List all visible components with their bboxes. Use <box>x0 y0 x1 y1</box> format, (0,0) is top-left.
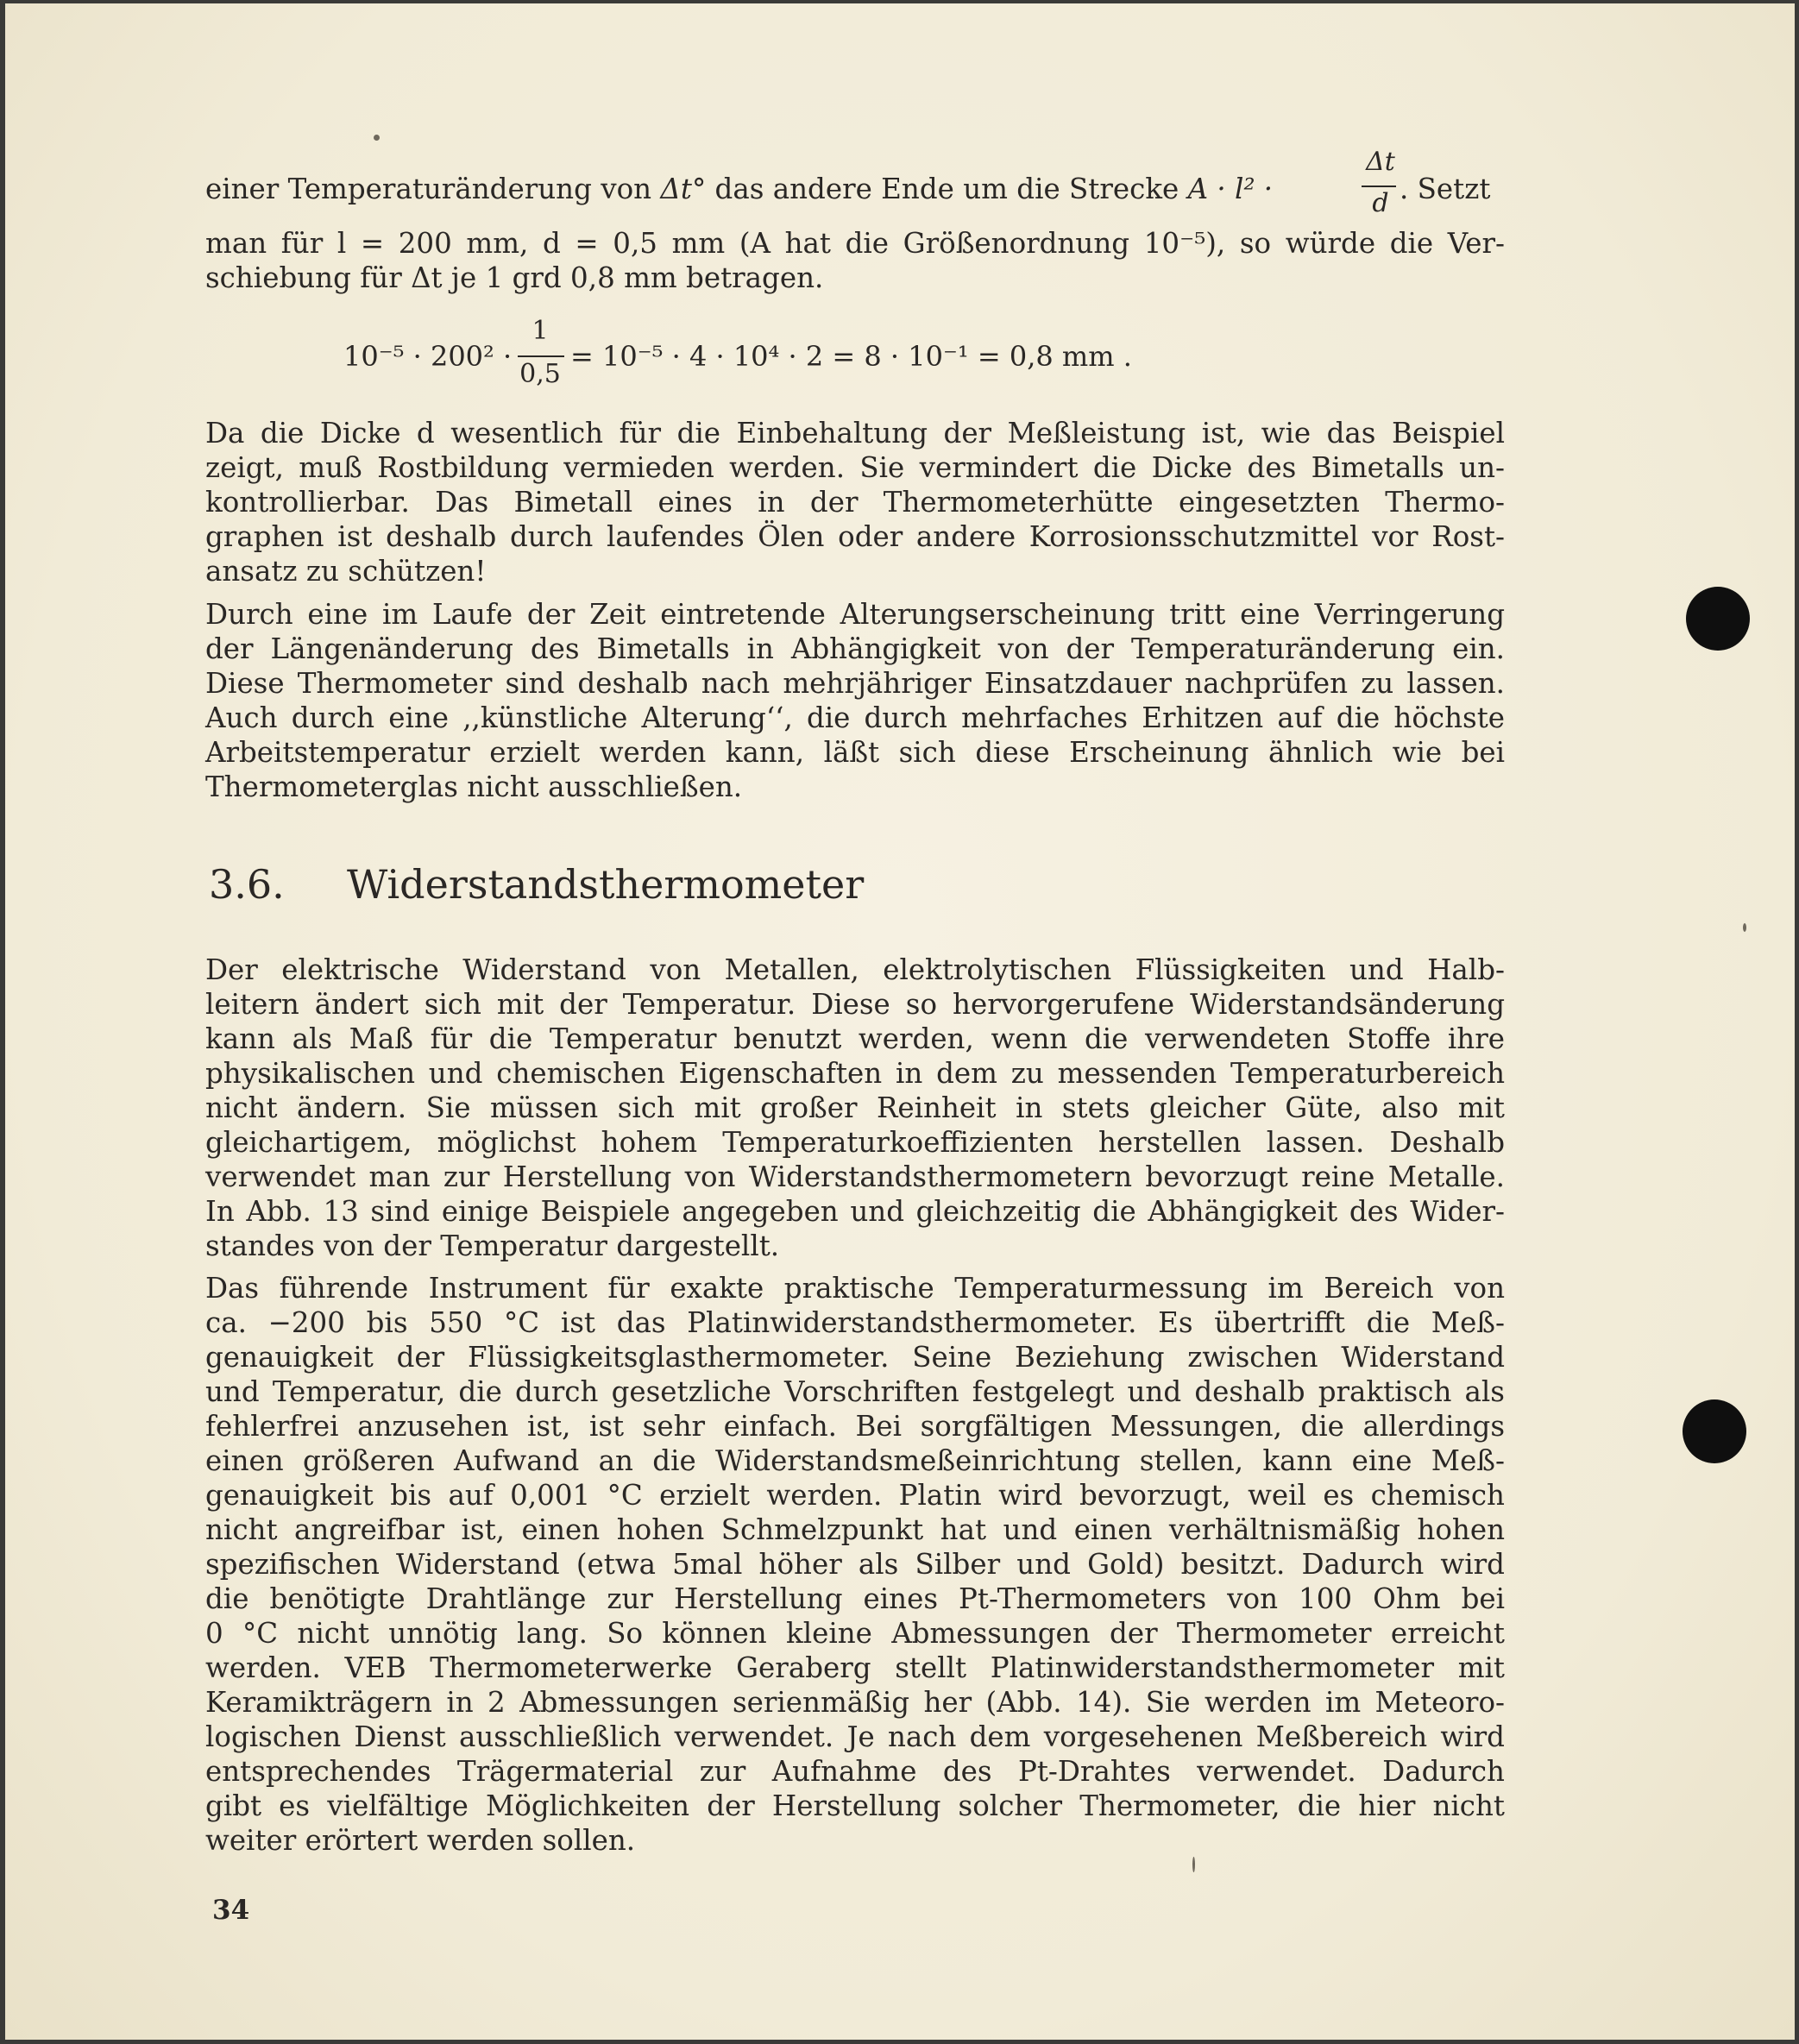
paragraph-1 <box>205 226 1505 295</box>
intro-fraction-numerator: Δt <box>1366 147 1395 177</box>
formula-fraction-bar <box>518 355 564 357</box>
text-line: Da die Dicke d wesentlich für die Einbehaltung der Meßleistung ist, wie das Beispiel <box>205 417 1505 450</box>
text-line: werden. VEB Thermometerwerke Geraberg stellt Platinwiderstandsthermometer mit <box>205 1651 1505 1684</box>
paragraph-4 <box>205 953 1505 1263</box>
page-number: 34 <box>212 1895 250 1926</box>
text-line: und Temperatur, die durch gesetzliche Vorschriften festgelegt und deshalb praktisch als <box>205 1375 1505 1408</box>
text-line: Durch eine im Laufe der Zeit eintretende Alterungserscheinung tritt eine Verringerung <box>205 598 1505 631</box>
text-line: der Längenänderung des Bimetalls in Abhängigkeit von der Temperaturänderung ein. <box>205 632 1505 665</box>
intro-fraction-bar <box>1362 186 1396 187</box>
text-line: Keramikträgern in 2 Abmessungen serienmäßig her (Abb. 14). Sie werden im Meteoro- <box>205 1686 1505 1719</box>
formula-fraction-numerator: 1 <box>532 316 549 346</box>
text-line: nicht angreifbar ist, einen hohen Schmelzpunkt hat und einen verhältnismäßig hohen <box>205 1513 1505 1546</box>
text-line: die benötigte Drahtlänge zur Herstellung eines Pt-Thermometers von 100 Ohm bei <box>205 1582 1505 1615</box>
product-term: A · l² · <box>1187 173 1274 205</box>
formula-left: 10⁻⁵ · 200² · <box>343 340 513 373</box>
text-line: entsprechendes Trägermaterial zur Aufnahme des Pt-Drahtes verwendet. Dadurch <box>205 1755 1505 1788</box>
text-line: Thermometerglas nicht ausschließen. <box>205 770 743 803</box>
text-line: ansatz zu schützen! <box>205 555 487 588</box>
text-line: verwendet man zur Herstellung von Widerstandsthermometern bevorzugt reine Metalle. <box>205 1160 1505 1193</box>
paper-speck <box>374 135 380 141</box>
text-line: genauigkeit bis auf 0,001 °C erzielt werden. Platin wird bevorzugt, weil es chemisch <box>205 1479 1505 1512</box>
intro-middle: das andere Ende um die Strecke <box>706 173 1188 205</box>
delta-t: Δt° <box>660 173 707 205</box>
text-line: Der elektrische Widerstand von Metallen, elektrolytischen Flüssigkeiten und Halb- <box>205 953 1505 986</box>
text-line: In Abb. 13 sind einige Beispiele angegeben und gleichzeitig die Abhängigkeit des Wider- <box>205 1195 1505 1228</box>
text-line: physikalischen und chemischen Eigenschaften in dem zu messenden Temperaturbereich <box>205 1057 1505 1090</box>
paragraph-5 <box>205 1271 1505 1858</box>
text-line: schiebung für Δt je 1 grd 0,8 mm betragen. <box>205 261 824 294</box>
text-line: einen größeren Aufwand an die Widerstandsmeßeinrichtung stellen, kann eine Meß- <box>205 1444 1505 1477</box>
text-line: kontrollierbar. Das Bimetall eines in der Thermometerhütte eingesetzten Thermo- <box>205 486 1505 519</box>
binder-hole-upper <box>1686 587 1750 651</box>
text-line: leitern ändert sich mit der Temperatur. Diese so hervorgerufene Widerstandsänderung <box>205 988 1505 1021</box>
paragraph-2 <box>205 416 1505 588</box>
paragraph-3 <box>205 597 1505 804</box>
text-line: genauigkeit der Flüssigkeitsglasthermometer. Seine Beziehung zwischen Widerstand <box>205 1341 1505 1374</box>
text-line: kann als Maß für die Temperatur benutzt werden, wenn die verwendeten Stoffe ihre <box>205 1022 1505 1055</box>
text-line: ca. −200 bis 550 °C ist das Platinwiderstandsthermometer. Es übertrifft die Meß- <box>205 1306 1505 1339</box>
text-line: weiter erörtert werden sollen. <box>205 1824 636 1857</box>
text-line: gleichartigem, möglichst hohem Temperaturkoeffizienten herstellen lassen. Deshalb <box>205 1126 1505 1159</box>
binder-hole-lower <box>1683 1399 1746 1463</box>
intro-text: einer Temperaturänderung von <box>205 173 661 205</box>
text-line: gibt es vielfältige Möglichkeiten der Herstellung solcher Thermometer, die hier nicht <box>205 1789 1505 1822</box>
book-page <box>5 3 1795 2040</box>
text-line: zeigt, muß Rostbildung vermieden werden. Sie vermindert die Dicke des Bimetalls un- <box>205 451 1505 484</box>
text-line: man für l = 200 mm, d = 0,5 mm (A hat die Größenordnung 10⁻⁵), so würde die Ver- <box>205 227 1505 260</box>
section-number: 3.6. <box>209 861 285 908</box>
intro-after: . Setzt <box>1400 173 1491 205</box>
text-line: Auch durch eine ,,künstliche Alterung‘‘, die durch mehrfaches Erhitzen auf die höchste <box>205 701 1505 734</box>
intro-fraction-denominator: d <box>1372 188 1389 218</box>
text-line: standes von der Temperatur dargestellt. <box>205 1230 780 1262</box>
intro-line <box>205 173 1505 205</box>
paper-speck <box>1192 1857 1195 1872</box>
text-line: 0 °C nicht unnötig lang. So können kleine Abmessungen der Thermometer erreicht <box>205 1617 1505 1650</box>
section-heading <box>209 860 864 909</box>
text-line: spezifischen Widerstand (etwa 5mal höher als Silber und Gold) besitzt. Dadurch wird <box>205 1548 1505 1581</box>
text-line: Das führende Instrument für exakte praktische Temperaturmessung im Bereich von <box>205 1272 1505 1305</box>
text-line: nicht ändern. Sie müssen sich mit großer Reinheit in stets gleicher Güte, also mit <box>205 1091 1505 1124</box>
paper-speck <box>1743 923 1746 932</box>
text-line: Arbeitstemperatur erzielt werden kann, läßt sich diese Erscheinung ähnlich wie bei <box>205 736 1505 769</box>
text-line: fehlerfrei anzusehen ist, ist sehr einfach. Bei sorgfältigen Messungen, die allerdings <box>205 1410 1505 1443</box>
text-line: Diese Thermometer sind deshalb nach mehrjähriger Einsatzdauer nachprüfen zu lassen. <box>205 667 1505 700</box>
formula-fraction-denominator: 0,5 <box>519 359 561 389</box>
text-line: logischen Dienst ausschließlich verwendet. Je nach dem vorgesehenen Meßbereich wird <box>205 1720 1505 1753</box>
text-line: graphen ist deshalb durch laufendes Ölen oder andere Korrosionsschutzmittel vor Rost- <box>205 520 1505 553</box>
section-title: Widerstandsthermometer <box>347 861 865 908</box>
formula-right: = 10⁻⁵ · 4 · 10⁴ · 2 = 8 · 10⁻¹ = 0,8 mm . <box>570 340 1132 373</box>
